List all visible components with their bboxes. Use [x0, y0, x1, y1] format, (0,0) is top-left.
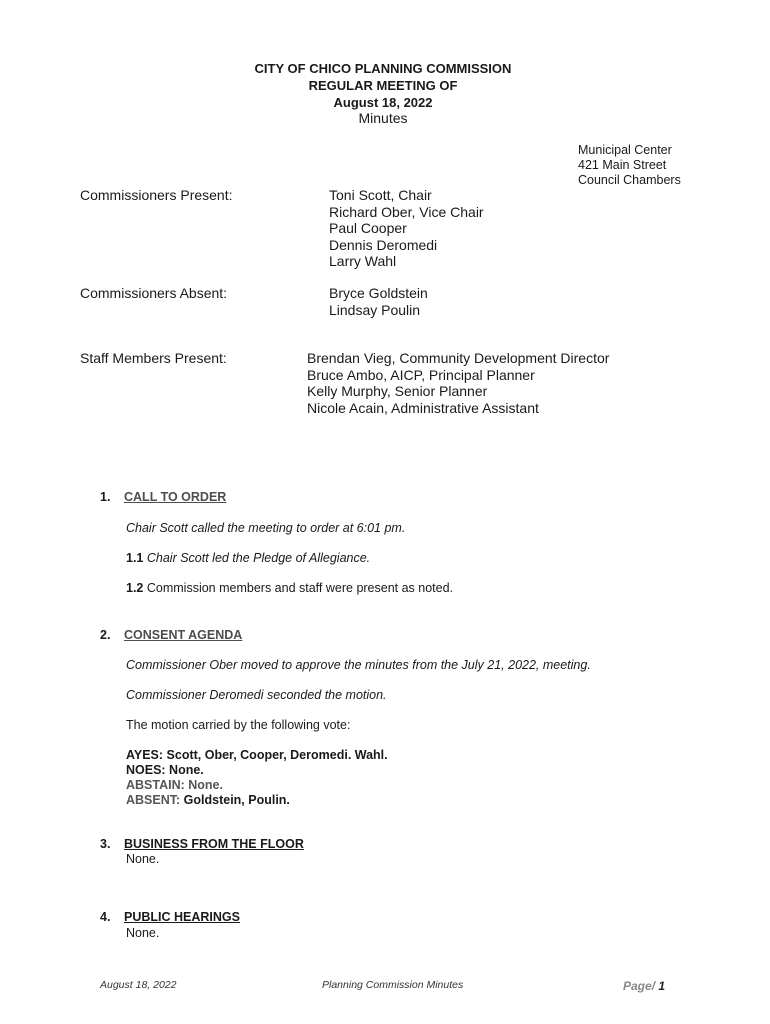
commissioner-name: Bryce Goldstein: [329, 285, 428, 301]
commissioner-name: Lindsay Poulin: [329, 301, 421, 318]
section-number: 1.: [100, 490, 111, 504]
commissioner-name: Richard Ober, Vice Chair: [329, 203, 484, 220]
meeting-date: August 18, 2022: [333, 95, 433, 110]
section-body: None.: [126, 926, 160, 940]
motion-text: Commissioner Ober moved to approve the minutes from the July 21, 2022, meeting.: [126, 658, 591, 672]
staff-present-list: [307, 350, 609, 416]
vote-abstain: ABSTAIN: None.: [126, 778, 223, 792]
location-block: [578, 143, 681, 188]
subitem-1-2: [126, 581, 453, 595]
subitem-number: 1.2: [126, 581, 144, 595]
section-number: 3.: [100, 837, 111, 851]
location-line: Municipal Center: [578, 143, 672, 157]
subitem-text: Chair Scott led the Pledge of Allegiance.: [146, 551, 371, 565]
vote-absent: [126, 793, 290, 807]
commissioner-name: Toni Scott, Chair: [329, 187, 432, 203]
location-line: Council Chambers: [578, 173, 681, 187]
staff-name: Brendan Vieg, Community Development Director: [307, 350, 610, 366]
staff-present-label: Staff Members Present:: [80, 350, 227, 366]
subitem-number: 1.1: [126, 551, 144, 565]
commissioner-name: Dennis Deromedi: [329, 236, 438, 253]
section-title-call-to-order: CALL TO ORDER: [124, 490, 227, 504]
staff-name: Bruce Ambo, AICP, Principal Planner: [307, 366, 535, 383]
footer-title: Planning Commission Minutes: [322, 979, 464, 991]
section-title-consent-agenda: CONSENT AGENDA: [124, 628, 243, 642]
vote-absent-names: Goldstein, Poulin.: [183, 793, 290, 807]
footer-date: August 18, 2022: [100, 979, 177, 991]
doc-type: Minutes: [358, 110, 408, 126]
doc-title: CITY OF CHICO PLANNING COMMISSION: [254, 61, 512, 76]
page-separator: /: [651, 979, 656, 993]
commissioners-present-list: [329, 187, 484, 270]
page-number-value: 1: [658, 979, 666, 993]
vote-intro: The motion carried by the following vote:: [126, 718, 351, 732]
vote-absent-label: ABSENT:: [126, 793, 181, 807]
commissioners-present-label: Commissioners Present:: [80, 187, 233, 203]
section-title-public-hearings: PUBLIC HEARINGS: [124, 910, 240, 924]
commissioner-name: Larry Wahl: [329, 253, 397, 269]
section-number: 2.: [100, 628, 111, 642]
commissioners-absent-label: Commissioners Absent:: [80, 285, 228, 301]
section-number: 4.: [100, 910, 111, 924]
staff-name: Nicole Acain, Administrative Assistant: [307, 399, 539, 416]
location-line: 421 Main Street: [578, 158, 667, 172]
vote-noes: NOES: None.: [126, 763, 204, 777]
subitem-text: Commission members and staff were present as noted.: [146, 581, 454, 595]
second-text: Commissioner Deromedi seconded the motion.: [126, 688, 387, 702]
page-number: [623, 979, 665, 993]
commissioner-name: Paul Cooper: [329, 220, 407, 236]
page-label: Page: [623, 979, 652, 993]
vote-ayes: AYES: Scott, Ober, Cooper, Deromedi. Wahl.: [126, 748, 388, 762]
commissioners-absent-list: [329, 285, 428, 318]
section-body: None.: [126, 852, 160, 866]
doc-subtitle: REGULAR MEETING OF: [308, 78, 458, 93]
call-to-order-text: Chair Scott called the meeting to order at 6:01 pm.: [126, 521, 406, 535]
section-title-business-from-floor: BUSINESS FROM THE FLOOR: [124, 837, 304, 851]
staff-name: Kelly Murphy, Senior Planner: [307, 383, 488, 399]
subitem-1-1: [126, 551, 370, 565]
